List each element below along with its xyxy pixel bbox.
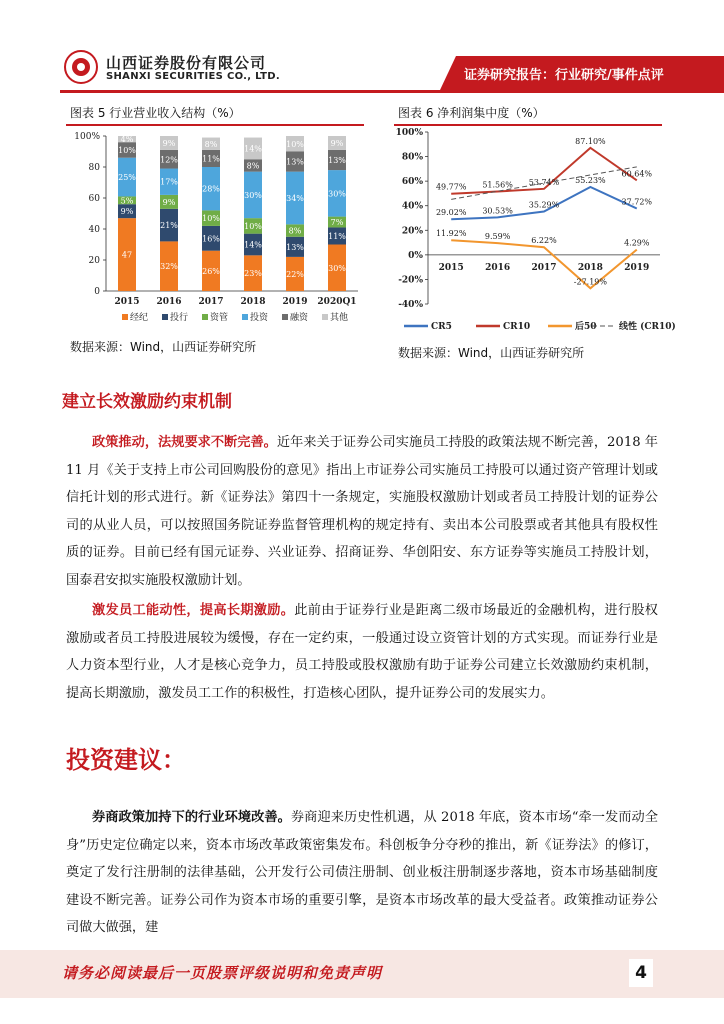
bar-data-label: 14% — [244, 144, 262, 154]
legend-label: 经纪 — [130, 313, 149, 323]
bar-data-label: 9% — [120, 207, 134, 217]
point-data-label: 35.29% — [528, 200, 560, 210]
legend-swatch — [282, 314, 288, 320]
y-tick-label: 20% — [401, 226, 423, 237]
bar-data-label: 5% — [120, 196, 134, 206]
bar-data-label: 47 — [121, 250, 133, 260]
bar-data-label: 14% — [244, 240, 262, 250]
legend-label: 资管 — [210, 313, 229, 323]
x-tick-label: 2017 — [531, 262, 557, 273]
bar-data-label: 8% — [246, 161, 260, 171]
bar-data-label: 26% — [202, 266, 220, 276]
bar-data-label: 10% — [244, 221, 262, 231]
legend-label: CR5 — [431, 322, 452, 332]
y-tick-label: 20 — [88, 256, 100, 266]
legend-swatch — [322, 314, 328, 320]
bar-data-label: 25% — [118, 173, 136, 183]
y-tick-label: 60% — [401, 177, 423, 188]
bar-data-label: 13% — [286, 157, 304, 167]
bar-data-label: 22% — [286, 269, 304, 279]
bar-data-label: 21% — [160, 221, 178, 231]
legend-swatch — [122, 314, 128, 320]
legend-label: 投资 — [250, 313, 269, 323]
paragraph-motivation — [66, 597, 658, 707]
paragraph-lead: 券商政策加持下的行业环境改善。 — [92, 810, 291, 825]
point-data-label: 51.56% — [482, 180, 513, 190]
x-tick-label: 2020Q1 — [317, 297, 357, 307]
bar-data-label: 32% — [160, 262, 178, 272]
point-data-label: 29.02% — [435, 208, 467, 218]
point-data-label: 4.29% — [624, 238, 650, 248]
point-data-label: 49.77% — [435, 182, 467, 192]
bar-data-label: 10% — [118, 145, 136, 155]
bar-data-label: 11% — [202, 154, 220, 164]
company-name-en: SHANXI SECURITIES CO., LTD. — [106, 71, 280, 82]
point-data-label: 30.53% — [482, 206, 513, 216]
bar-data-label: 7% — [330, 218, 344, 228]
header-divider — [60, 90, 724, 93]
y-tick-label: -20% — [398, 275, 423, 286]
legend-label: 融资 — [290, 313, 309, 323]
point-data-label: 37.72% — [621, 197, 653, 207]
paragraph-lead: 政策推动，法规要求不断完善。 — [92, 435, 277, 450]
legend-label: 后50 — [575, 322, 597, 332]
y-tick-label: 80% — [401, 152, 423, 163]
legend-swatch — [162, 314, 168, 320]
paragraph-text: 近年来关于证券公司实施员工持股的政策法规不断完善，2018 年 11 月《关于支持上市公司回购股份的意见》指出上市证券公司实施员工持股可以通过资产管理计划或信托计划的形式进行。新《证券法》第四十一条规定，实施股权激励计划或者员工持股计划的证券公司的从业人员，可以按照国务院证券监督管理机构的规定持有、卖出本公司股票或者其他具有股权性质的证券。目前已经有国元证券、兴业证券、招商证券、华创阳安、东方证券等实施员工持股计划，国泰君安拟实施股权激励计划。 — [66, 435, 658, 588]
point-data-label: 87.10% — [575, 136, 606, 146]
legend-label: 投行 — [170, 313, 189, 323]
x-tick-label: 2015 — [438, 262, 464, 273]
y-tick-label: 40% — [401, 201, 423, 212]
bar-data-label: 4% — [120, 135, 134, 145]
fig6-source: 数据来源：Wind，山西证券研究所 — [398, 346, 585, 360]
fig5-title-rule — [66, 124, 364, 126]
y-tick-label: 0% — [408, 250, 423, 261]
company-name-cn: 山西证券股份有限公司 — [106, 54, 267, 72]
x-tick-label: 2018 — [577, 262, 603, 273]
bar-data-label: 16% — [202, 234, 220, 244]
bar-data-label: 30% — [328, 263, 346, 273]
bar-data-label: 10% — [286, 139, 304, 149]
bar-data-label: 13% — [286, 242, 304, 252]
y-tick-label: 100% — [74, 132, 100, 142]
fig6-line-chart — [392, 126, 676, 338]
bar-data-label: 30% — [244, 190, 262, 200]
bar-data-label: 10% — [202, 214, 220, 224]
bar-data-label: 9% — [330, 138, 344, 148]
footer-disclaimer[interactable]: 请务必阅读最后一页股票评级说明和免责声明 — [62, 964, 383, 982]
paragraph-environment — [66, 804, 658, 942]
bar-data-label: 8% — [204, 139, 218, 149]
section-title-investment: 投资建议： — [66, 746, 186, 774]
bar-data-label: 8% — [288, 226, 302, 236]
point-data-label: -27.19% — [573, 277, 608, 287]
x-tick-label: 2019 — [282, 297, 308, 307]
y-tick-label: 80 — [88, 163, 100, 173]
y-tick-label: 0 — [94, 287, 100, 297]
bar-data-label: 9% — [162, 138, 176, 148]
x-tick-label: 2018 — [240, 297, 266, 307]
x-tick-label: 2017 — [198, 297, 224, 307]
bar-data-label: 30% — [328, 189, 346, 199]
bar-data-label: 11% — [328, 231, 346, 241]
x-tick-label: 2016 — [485, 262, 511, 273]
bar-data-label: 12% — [160, 155, 178, 165]
x-tick-label: 2015 — [114, 297, 140, 307]
point-data-label: 60.64% — [621, 169, 653, 179]
paragraph-policy — [66, 429, 658, 595]
y-tick-label: 60 — [88, 194, 100, 204]
company-logo — [64, 50, 98, 84]
paragraph-text: 券商迎来历史性机遇，从 2018 年底，资本市场“牵一发而动全身”历史定位确定以来，资本市场改革政策密集发布。科创板争分夺秒的推出，新《证券法》的修订，奠定了发行注册制的法律基础，公开发行公司债注册制、创业板注册制逐步落地，资本市场基础制度建设不断完善。证券公司作为资本市场的重要引擎，是资本市场改革的最大受益者。政策推动证券公司做大做强，建 — [66, 810, 659, 936]
legend-swatch — [202, 314, 208, 320]
fig5-stacked-bar-chart — [66, 128, 366, 332]
point-data-label: 11.92% — [435, 229, 467, 239]
bar-data-label: 17% — [160, 177, 178, 187]
legend-label: 其他 — [330, 313, 349, 323]
section-title-incentive: 建立长效激励约束机制 — [62, 392, 232, 412]
fig6-title: 图表 6 净利润集中度（%） — [398, 106, 545, 120]
legend-label: CR10 — [503, 322, 531, 332]
paragraph-text: 此前由于证券行业是距离二级市场最近的金融机构，进行股权激励或者员工持股进展较为缓慢，存在一定约束，一般通过设立资管计划的方式实现。而证券行业是人力资本型行业，人才是核心竞争力，员工持股或股权激励有助于证券公司建立长效激励约束机制，提高长期激励，激发员工工作的积极性，打造核心团队，提升证券公司的发展实力。 — [66, 603, 658, 701]
point-data-label: 53.74% — [528, 177, 560, 187]
fig5-title: 图表 5 行业营业收入结构（%） — [70, 106, 241, 120]
point-data-label: 9.59% — [484, 232, 511, 242]
y-tick-label: 40 — [88, 225, 100, 235]
bar-data-label: 23% — [244, 269, 262, 279]
bar-data-label: 13% — [328, 156, 346, 166]
point-data-label: 6.22% — [531, 236, 557, 246]
x-tick-label: 2019 — [624, 262, 650, 273]
legend-label: 线性 (CR10) — [619, 322, 676, 332]
x-tick-label: 2016 — [156, 297, 182, 307]
y-tick-label: 100% — [395, 128, 423, 138]
bar-data-label: 28% — [202, 184, 220, 194]
bar-data-label: 34% — [286, 194, 304, 203]
paragraph-lead: 激发员工能动性，提高长期激励。 — [92, 603, 295, 618]
fig5-source: 数据来源：Wind，山西证券研究所 — [70, 340, 257, 354]
y-tick-label: -40% — [398, 300, 423, 310]
page-number: 4 — [629, 959, 653, 987]
bar-data-label: 9% — [162, 197, 176, 207]
report-type: 证券研究报告：行业研究/事件点评 — [464, 68, 664, 83]
point-data-label: 55.23% — [575, 176, 606, 186]
legend-swatch — [242, 314, 248, 320]
